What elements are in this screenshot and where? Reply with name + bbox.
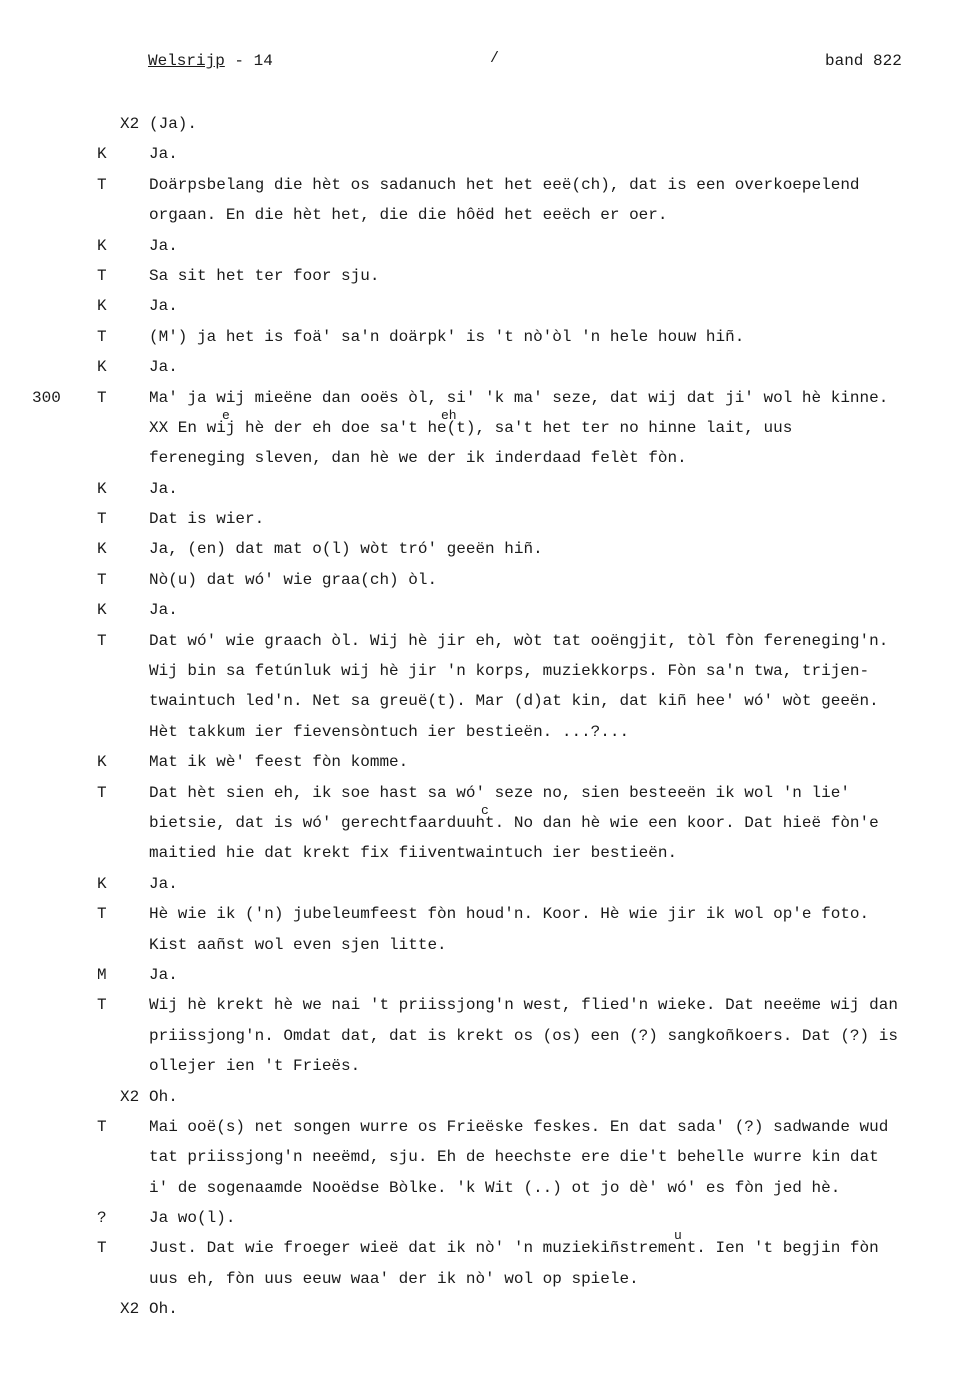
speaker-label: K (97, 753, 107, 772)
speaker-label: T (97, 1117, 107, 1136)
band-label: band 822 (825, 52, 902, 70)
utterance-text: uus eh, fòn uus eeuw waa' der ik nò' wol op spiele. (149, 1269, 639, 1288)
superscript-e: e (222, 407, 230, 423)
speaker-label: K (97, 601, 107, 620)
transcript-body (0, 109, 979, 1325)
utterance-text: ollejer ien 't Frieës. (149, 1057, 361, 1076)
transcript-line (0, 1021, 979, 1051)
transcript-line (0, 139, 979, 169)
utterance-text: Oh. (149, 1087, 178, 1106)
speaker-label: ? (97, 1209, 107, 1228)
transcript-line (0, 170, 979, 200)
transcript-line (0, 407, 979, 443)
speaker-label: K (97, 236, 107, 255)
header-separator: - (224, 52, 254, 70)
utterance-text: Ja. (149, 479, 178, 498)
utterance-text: Hè wie ik ('n) jubeleumfeest fòn houd'n. Koor. Hè wie jir ik wol op'e foto. (149, 905, 870, 924)
transcript-line (0, 1228, 979, 1263)
utterance-text: (Ja). (149, 115, 198, 133)
page-header-left (148, 52, 273, 70)
speaker-label: T (97, 175, 107, 194)
transcript-line (0, 352, 979, 382)
utterance-text: Hèt takkum ier fievensòntuch ier bestieën. ...?... (149, 722, 630, 741)
speaker-label: K (97, 479, 107, 498)
utterance-text: tat priissjong'n neeëmd, sju. Eh de heechste ere die't behelle wurre kin dat (149, 1148, 879, 1167)
superscript-eh: eh (441, 407, 457, 423)
transcript-line (0, 443, 979, 473)
document-title: Welsrijp (148, 52, 225, 70)
utterance-text: i' de sogenaamde Nooëdse Bòlke. 'k Wit (..) ot jo dè' wó' es fòn jed hè. (149, 1178, 841, 1197)
speaker-label: X2 (120, 1087, 140, 1106)
utterance-text: Dat wó' wie graach òl. Wij hè jir eh, wòt tat ooëngjit, tòl fòn fereneging'n. (149, 631, 889, 650)
speaker-label: X2 (120, 1300, 140, 1319)
transcript-line (0, 990, 979, 1020)
transcript-line (0, 322, 979, 352)
transcript-line (0, 930, 979, 960)
transcript-line (0, 1082, 979, 1112)
transcript-line (0, 960, 979, 990)
utterance-text: Ja wo(l). (149, 1209, 236, 1228)
speaker-label: T (97, 783, 107, 802)
transcript-line (0, 899, 979, 929)
utterance-text: Mat ik wè' feest fòn komme. (149, 753, 409, 772)
speaker-label: T (97, 905, 107, 924)
header-pen-mark: / (490, 50, 500, 67)
speaker-label: T (97, 631, 107, 650)
utterance-text: Wij bin sa fetúnluk wij hè jir 'n korps, muziekkorps. Fòn sa'n twa, trijen- (149, 662, 870, 681)
transcript-line (0, 200, 979, 230)
utterance-text: Ja. (149, 874, 178, 893)
utterance-text: Ja. (149, 145, 178, 164)
transcript-line (0, 656, 979, 686)
speaker-label: T (97, 510, 107, 529)
transcript-line (0, 626, 979, 656)
transcript-line (0, 261, 979, 291)
speaker-label: M (97, 965, 107, 984)
transcript-line (0, 1173, 979, 1203)
speaker-label: K (97, 874, 107, 893)
utterance-text: Dat hèt sien eh, ik soe hast sa wó' seze no, sien besteeën ik wol 'n lie' (149, 783, 850, 802)
utterance-text: Nò(u) dat wó' wie graa(ch) òl. (149, 570, 438, 589)
utterance-text: XX En wij hè der eh doe sa't he(t), sa't het ter no hinne lait, uus (149, 418, 793, 437)
speaker-label: K (97, 358, 107, 377)
utterance-text: Ma' ja wij mieëne dan ooës òl, si' 'k ma' seze, dat wij dat ji' wol hè kinne. (149, 388, 889, 407)
utterance-text: Doärpsbelang die hèt os sadanuch het het eeë(ch), dat is een overkoepelend (149, 175, 860, 194)
page-number: 14 (253, 52, 273, 70)
utterance-text: orgaan. En die hèt het, die die hôëd het eeëch er oer. (149, 206, 668, 225)
transcript-line (0, 747, 979, 777)
transcript-line (0, 778, 979, 808)
utterance-text: Kist aañst wol even sjen litte. (149, 935, 447, 954)
transcript-line (0, 474, 979, 504)
utterance-text: fereneging sleven, dan hè we der ik inderdaad felèt fòn. (149, 449, 687, 468)
speaker-label: X2 (120, 115, 140, 133)
transcript-line (0, 1203, 979, 1233)
transcript-line (0, 383, 979, 413)
superscript-u: u (674, 1228, 682, 1244)
speaker-label: T (97, 570, 107, 589)
utterance-text: (M') ja het is foä' sa'n doärpk' is 't nò'òl 'n hele houw hiñ. (149, 327, 745, 346)
speaker-label: K (97, 145, 107, 164)
transcript-line (0, 1112, 979, 1142)
utterance-text: Wij hè krekt hè we nai 't priissjong'n west, flied'n wieke. Dat neeëme wij dan (149, 996, 898, 1015)
transcript-line (0, 504, 979, 534)
utterance-text: bietsie, dat is wó' gerechtfaarduuht. No dan hè wie een koor. Dat hieë fòn'e (149, 813, 879, 832)
utterance-text: Just. Dat wie froeger wieë dat ik nò' 'n muziekiñstrement. Ien 't begjin fòn (149, 1239, 879, 1258)
utterance-text: Ja, (en) dat mat o(l) wòt tró' geeën hiñ. (149, 540, 543, 559)
speaker-label: T (97, 996, 107, 1015)
speaker-label: T (97, 388, 107, 407)
transcript-line (0, 717, 979, 747)
transcript-line (0, 802, 979, 838)
utterance-text: twaintuch led'n. Net sa greuë(t). Mar (d)at kin, dat kiñ hee' wó' wòt geeën. (149, 692, 879, 711)
superscript-c: c (481, 802, 489, 818)
utterance-text: Oh. (149, 1300, 178, 1319)
transcript-line (0, 534, 979, 564)
transcript-line (0, 686, 979, 716)
transcript-line (0, 1264, 979, 1294)
utterance-text: Ja. (149, 965, 178, 984)
speaker-label: K (97, 297, 107, 316)
transcript-line (0, 595, 979, 625)
utterance-text: Ja. (149, 236, 178, 255)
transcript-line (0, 1294, 979, 1324)
transcript-line (0, 1142, 979, 1172)
utterance-text: Ja. (149, 358, 178, 377)
transcript-line (0, 565, 979, 595)
speaker-label: T (97, 327, 107, 346)
speaker-label: K (97, 540, 107, 559)
utterance-text: Sa sit het ter foor sju. (149, 266, 380, 285)
utterance-text: priissjong'n. Omdat dat, dat is krekt os (os) een (?) sangkoñkoers. Dat (?) is (149, 1026, 898, 1045)
transcript-line (0, 109, 979, 139)
utterance-text: maitied hie dat krekt fix fiiventwaintuch ier bestieën. (149, 844, 678, 863)
transcript-line (0, 838, 979, 868)
transcript-line (0, 231, 979, 261)
line-number: 300 (32, 388, 61, 407)
transcript-line (0, 291, 979, 321)
utterance-text: Mai ooë(s) net songen wurre os Frieëske feskes. En dat sada' (?) sadwande wud (149, 1117, 889, 1136)
speaker-label: T (97, 1239, 107, 1258)
utterance-text: Dat is wier. (149, 510, 265, 529)
transcript-line (0, 869, 979, 899)
speaker-label: T (97, 266, 107, 285)
utterance-text: Ja. (149, 601, 178, 620)
transcript-line (0, 1051, 979, 1081)
utterance-text: Ja. (149, 297, 178, 316)
